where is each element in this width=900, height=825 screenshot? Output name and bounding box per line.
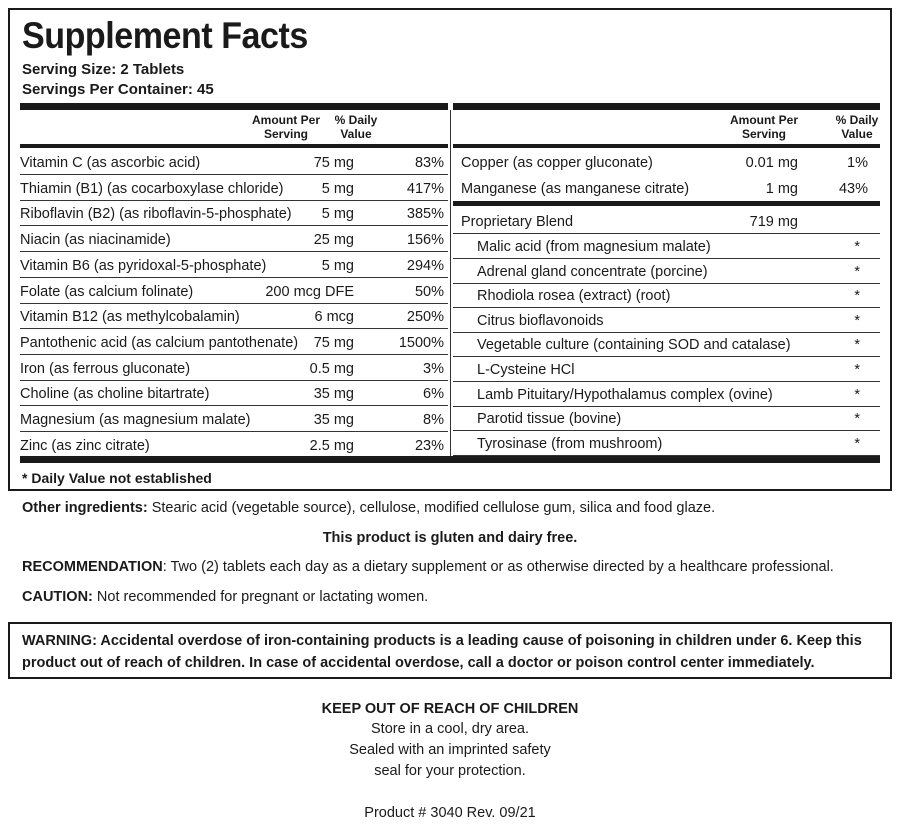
blend-name: Proprietary Blend <box>461 214 574 230</box>
thick-divider-left <box>20 103 448 110</box>
warning-box <box>8 622 892 679</box>
nutrient-dv: 50% <box>414 283 444 300</box>
nutrient-amount: 6 mcg <box>314 309 354 326</box>
product-code: Product # 3040 Rev. 09/21 <box>364 805 536 821</box>
nutrient-amount: 75 mg <box>313 334 354 351</box>
nutrient-dv: 417% <box>406 180 444 197</box>
nutrient-name: Magnesium (as magnesium malate) <box>20 412 251 428</box>
nutrient-name: Folate (as calcium folinate) <box>20 283 194 300</box>
nutrient-name: Copper (as copper gluconate) <box>461 155 653 171</box>
nutrient-amount: 2.5 mg <box>309 437 354 454</box>
recommendation-label: RECOMMENDATION <box>22 559 163 575</box>
table-row <box>453 150 880 175</box>
blend-amount: 719 mg <box>749 214 798 230</box>
table-row <box>20 150 448 175</box>
nutrient-amount: 200 mcg DFE <box>265 283 354 300</box>
thick-divider-right <box>453 103 880 110</box>
nutrient-dv: 1500% <box>398 334 444 351</box>
supplement-facts-panel <box>8 8 892 491</box>
nutrient-name: Vitamin B6 (as pyridoxal-5-phosphate) <box>20 257 267 274</box>
blend-item-dv: * <box>854 435 860 452</box>
blend-item-dv: * <box>854 239 860 255</box>
nutrient-amount: 5 mg <box>321 257 354 274</box>
nutrient-name: Riboflavin (B2) (as riboflavin-5-phosphate) <box>20 206 292 223</box>
blend-item-row <box>453 406 880 431</box>
blend-item-row <box>453 234 880 259</box>
blend-item-name: Vegetable culture (containing SOD and catalase) <box>477 337 791 354</box>
blend-item-dv: * <box>854 362 860 378</box>
caution <box>22 588 428 606</box>
blend-item-row <box>453 431 880 456</box>
nutrient-amount: 1 mg <box>765 180 798 197</box>
blend-divider <box>453 201 880 206</box>
panel-title: Supplement Facts <box>22 15 308 56</box>
nutrient-name: Thiamin (B1) (as cocarboxylase chloride) <box>20 180 284 197</box>
nutrient-dv: 83% <box>414 155 444 171</box>
blend-item-name: Lamb Pituitary/Hypothalamus complex (ovine) <box>477 386 773 403</box>
other-ingredients-label: Other ingredients: <box>22 500 148 516</box>
blend-item-dv: * <box>854 411 860 428</box>
blend-item-row <box>453 259 880 284</box>
nutrient-dv: 156% <box>406 232 444 249</box>
storage-line-1: Store in a cool, dry area. <box>371 721 529 737</box>
storage-line-2: Sealed with an imprinted safety <box>349 742 551 758</box>
blend-item-dv: * <box>854 288 860 305</box>
blend-item-name: Rhodiola rosea (extract) (root) <box>477 288 671 305</box>
nutrient-name: Pantothenic acid (as calcium pantothenate) <box>20 334 299 351</box>
nutrient-dv: 294% <box>406 257 444 274</box>
other-ingredients <box>22 499 715 517</box>
other-ingredients-text: Stearic acid (vegetable source), cellulose, modified cellulose gum, silica and food glaze. <box>147 500 716 516</box>
blend-item-dv: * <box>854 386 860 403</box>
nutrient-dv: 23% <box>414 437 444 454</box>
dv-header-left: % Daily Value <box>334 113 378 141</box>
footnote: * Daily Value not established <box>22 470 212 486</box>
nutrient-amount: 0.01 mg <box>745 155 798 171</box>
dv-header-right: % Daily Value <box>835 113 879 141</box>
keep-out-heading: KEEP OUT OF REACH OF CHILDREN <box>321 701 579 717</box>
blend-item-row <box>453 357 880 382</box>
nutrient-amount: 0.5 mg <box>309 360 354 377</box>
nutrient-dv: 385% <box>406 206 444 223</box>
header-divider-right <box>453 144 880 148</box>
nutrient-dv: 6% <box>423 386 444 403</box>
nutrient-amount: 75 mg <box>313 155 354 171</box>
nutrient-amount: 5 mg <box>321 180 354 197</box>
blend-item-dv: * <box>854 312 860 329</box>
recommendation <box>22 558 834 576</box>
table-row <box>20 407 448 432</box>
blend-item-name: Parotid tissue (bovine) <box>477 411 622 428</box>
table-row <box>20 253 448 278</box>
recommendation-text: : Two (2) tablets each day as a dietary supplement or as otherwise directed by a healthcare professional. <box>162 559 834 575</box>
table-row <box>20 356 448 381</box>
nutrient-name: Manganese (as manganese citrate) <box>461 180 690 197</box>
blend-item-dv: * <box>854 337 860 354</box>
storage-line-3: seal for your protection. <box>374 763 526 779</box>
nutrient-amount: 25 mg <box>313 232 354 249</box>
table-row <box>20 330 448 355</box>
table-row <box>20 227 448 252</box>
nutrient-amount: 35 mg <box>313 386 354 403</box>
blend-item-name: Tyrosinase (from mushroom) <box>477 435 663 452</box>
warning-text: WARNING: Accidental overdose of iron-containing products is a leading cause of poisoning in children under 6. Keep this product out of reach of children. In case of accidental overdose, call a doctor or poison control center immediately. <box>22 633 862 671</box>
nutrient-dv: 1% <box>847 155 868 171</box>
nutrient-name: Vitamin C (as ascorbic acid) <box>20 155 201 171</box>
blend-item-name: Malic acid (from magnesium malate) <box>477 239 711 255</box>
nutrient-name: Vitamin B12 (as methylcobalamin) <box>20 309 240 326</box>
nutrient-name: Choline (as choline bitartrate) <box>20 386 210 403</box>
caution-text: Not recommended for pregnant or lactating women. <box>92 589 429 605</box>
amount-header-right: Amount Per Serving <box>729 113 798 141</box>
nutrient-amount: 5 mg <box>321 206 354 223</box>
nutrient-dv: 3% <box>423 360 444 377</box>
gluten-free-statement: This product is gluten and dairy free. <box>322 530 578 546</box>
nutrient-dv: 8% <box>423 412 444 428</box>
caution-label: CAUTION: <box>22 589 93 605</box>
table-row <box>20 304 448 329</box>
blend-item-name: Adrenal gland concentrate (porcine) <box>477 263 708 280</box>
blend-item-row <box>453 382 880 407</box>
blend-row <box>453 209 880 234</box>
nutrient-name: Iron (as ferrous gluconate) <box>20 360 191 377</box>
nutrient-dv: 43% <box>838 180 868 197</box>
serving-size: Serving Size: 2 Tablets <box>22 61 185 78</box>
blend-item-name: Citrus bioflavonoids <box>477 312 604 329</box>
amount-header-left: Amount Per Serving <box>251 113 320 141</box>
nutrient-amount: 35 mg <box>313 412 354 428</box>
nutrient-name: Zinc (as zinc citrate) <box>20 437 150 454</box>
blend-item-name: L-Cysteine HCl <box>477 362 575 378</box>
header-divider-left <box>20 144 448 148</box>
servings-per-container: Servings Per Container: 45 <box>22 81 214 98</box>
bottom-thick-divider <box>20 456 880 463</box>
blend-item-row <box>453 283 880 308</box>
table-row <box>453 176 880 201</box>
table-row <box>20 176 448 201</box>
table-row <box>20 381 448 406</box>
blend-item-row <box>453 332 880 357</box>
table-row <box>20 433 448 458</box>
nutrient-name: Niacin (as niacinamide) <box>20 232 171 249</box>
blend-item-row <box>453 308 880 333</box>
blend-item-dv: * <box>854 263 860 280</box>
nutrient-dv: 250% <box>406 309 444 326</box>
column-separator <box>450 110 451 462</box>
table-row <box>20 201 448 226</box>
table-row <box>20 279 448 304</box>
